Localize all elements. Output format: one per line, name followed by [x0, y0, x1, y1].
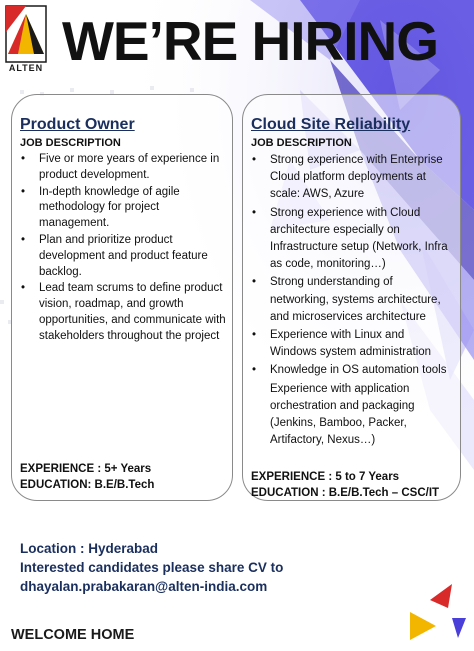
- cta-text: Interested candidates please share CV to: [20, 560, 284, 575]
- job-description-heading: JOB DESCRIPTION: [251, 137, 352, 149]
- page-title: WE’RE HIRING: [62, 10, 439, 72]
- footer-tagline: WELCOME HOME: [11, 627, 135, 643]
- corner-triangles-graphic: [400, 580, 474, 651]
- job-title: Product Owner: [20, 116, 135, 133]
- job-title: Cloud Site Reliability: [251, 116, 411, 133]
- job-description-heading: JOB DESCRIPTION: [20, 137, 121, 149]
- requirements-list: [251, 152, 454, 449]
- experience-text: EXPERIENCE : 5 to 7 Years: [251, 471, 400, 483]
- list-item: • Strong experience with Enterprise Cloud platform deployments at scale: AWS, Azure: [251, 152, 454, 204]
- job-card-cloud-site-reliability: [242, 94, 461, 501]
- list-item: • In-depth knowledge of agile methodology for project management.: [20, 185, 226, 232]
- list-item: • Lead team scrums to define product vision, roadmap, and growth opportunities, and communicate with stakeholders throughout the project: [20, 281, 226, 344]
- list-item: • Five or more years of experience in product development.: [20, 152, 226, 184]
- list-item: • Strong understanding of networking, systems architecture, and microservices architecture: [251, 274, 454, 326]
- education-text: EDUCATION: B.E/B.Tech: [20, 479, 155, 491]
- contact-info: [20, 539, 283, 596]
- list-item: Experience with application orchestration and packaging (Jenkins, Bamboo, Packer, Artifactory, Nexus…): [270, 382, 415, 447]
- location-text: Location : Hyderabad: [20, 541, 159, 556]
- list-item: • Experience with Linux and Windows system administration: [251, 327, 454, 361]
- requirements-list: [20, 152, 226, 345]
- logo-text: ALTEN: [8, 63, 44, 73]
- job-qualifications: [251, 469, 439, 501]
- list-item: • Plan and prioritize product development and product feature backlog.: [20, 233, 226, 280]
- experience-text: EXPERIENCE : 5+ Years: [20, 463, 152, 475]
- job-card-product-owner: [11, 94, 233, 501]
- education-text: EDUCATION : B.E/B.Tech – CSC/IT: [251, 487, 440, 499]
- job-qualifications: [20, 461, 154, 493]
- list-item: • Knowledge in OS automation tools: [251, 362, 454, 379]
- email-link[interactable]: dhayalan.prabakaran@alten-india.com: [20, 579, 268, 594]
- list-item: • Strong experience with Cloud architecture especially on Infrastructure setup (Network, Infra as code, monitoring…): [251, 205, 454, 274]
